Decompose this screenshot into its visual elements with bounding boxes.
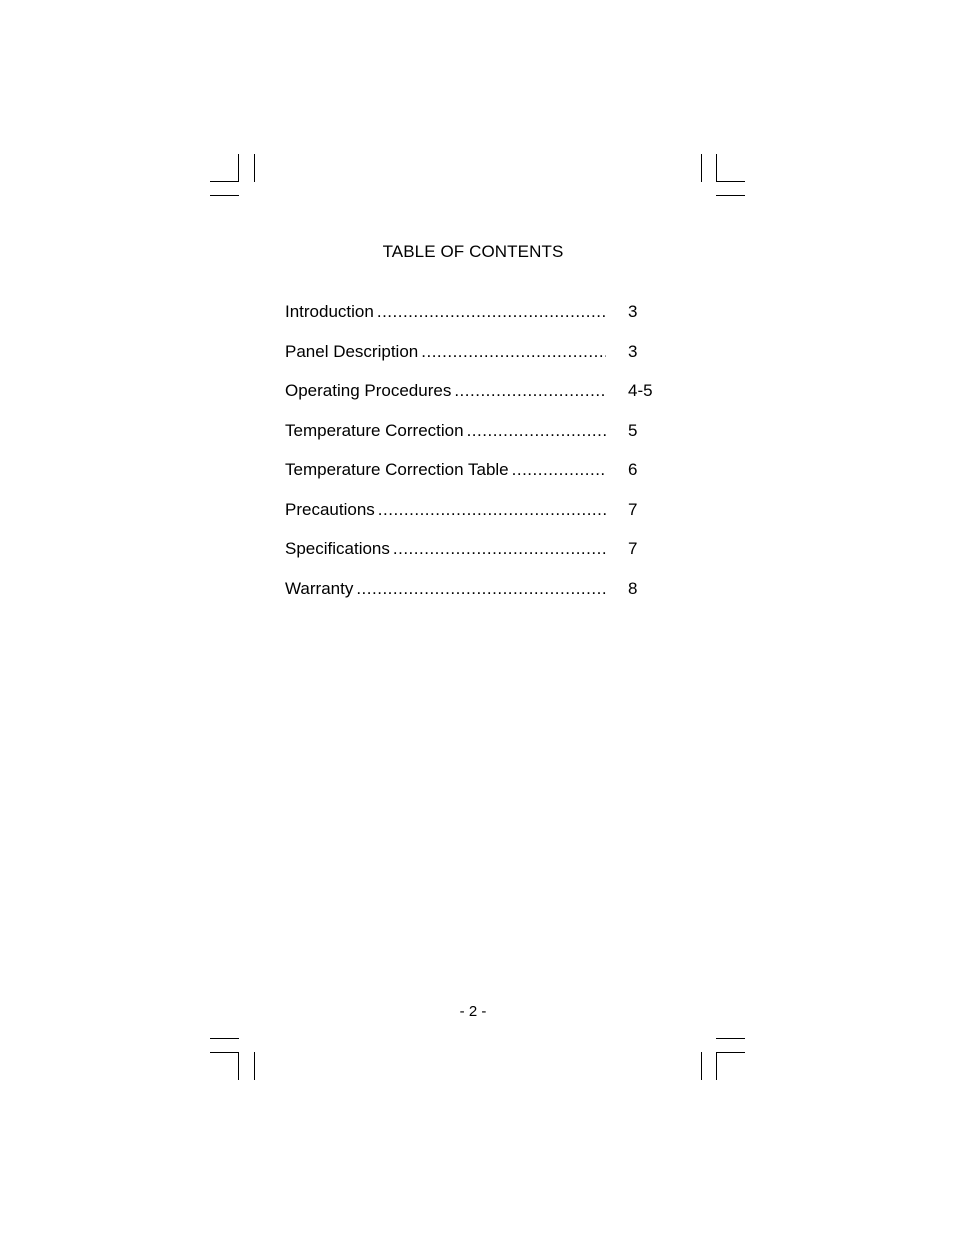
crop-mark-bottom-left-vertical xyxy=(238,1052,239,1080)
toc-entry-page: 3 xyxy=(628,302,638,321)
toc-entry-page: 4-5 xyxy=(628,381,653,400)
toc-entry-text xyxy=(285,300,606,324)
crop-mark-bottom-left-horizontal xyxy=(210,1052,239,1053)
page-number: - 2 - xyxy=(459,1003,487,1020)
toc-dot-leader xyxy=(467,419,606,443)
crop-mark-top-left-horizontal-outer xyxy=(210,195,239,196)
crop-mark-top-right-vertical xyxy=(716,154,717,182)
toc-dot-leader xyxy=(377,300,606,324)
toc-entry-text xyxy=(285,419,606,443)
toc-entry-label: Warranty xyxy=(285,577,356,601)
toc-entry-text xyxy=(285,458,606,482)
toc-entry-page: 7 xyxy=(628,499,638,519)
toc-entry-operating-procedures[interactable] xyxy=(285,379,665,419)
toc-entry-panel-description[interactable] xyxy=(285,340,665,380)
crop-mark-bottom-right-vertical xyxy=(716,1052,717,1080)
toc-title: TABLE OF CONTENTS xyxy=(382,242,564,261)
crop-mark-bottom-right-horizontal-outer xyxy=(716,1038,745,1039)
toc-entry-text xyxy=(285,537,606,561)
toc-dot-leader xyxy=(421,340,606,364)
crop-mark-bottom-left-horizontal-outer xyxy=(210,1038,239,1039)
toc-entry-label: Temperature Correction xyxy=(285,419,467,443)
toc-dot-leader xyxy=(378,498,606,522)
crop-mark-bottom-right-vertical-outer xyxy=(701,1052,702,1080)
crop-mark-top-left-horizontal xyxy=(210,181,239,182)
crop-mark-bottom-right-horizontal xyxy=(716,1052,745,1053)
crop-mark-top-right-horizontal-outer xyxy=(716,195,745,196)
toc-entry-warranty[interactable] xyxy=(285,577,665,617)
toc-entry-page: 7 xyxy=(628,539,638,558)
toc-entry-specifications[interactable] xyxy=(285,537,665,577)
crop-mark-bottom-left-vertical-outer xyxy=(254,1052,255,1080)
toc-entry-text xyxy=(285,498,606,522)
toc-entry-label: Precautions xyxy=(285,498,378,522)
toc-entry-page: 3 xyxy=(628,341,638,361)
toc-entry-introduction[interactable] xyxy=(285,300,665,340)
crop-mark-top-left-vertical-outer xyxy=(254,154,255,182)
toc-entry-label: Specifications xyxy=(285,537,393,561)
toc-entry-page: 5 xyxy=(628,420,638,440)
toc-entry-text xyxy=(285,340,606,364)
toc-entry-temperature-correction[interactable] xyxy=(285,419,665,459)
toc-dot-leader xyxy=(393,537,606,561)
crop-mark-top-right-horizontal xyxy=(716,181,745,182)
toc-entry-label: Temperature Correction Table xyxy=(285,458,512,482)
toc-entry-label: Introduction xyxy=(285,300,377,324)
toc-entry-page: 8 xyxy=(628,578,638,598)
toc-entry-page: 6 xyxy=(628,460,638,479)
toc-dot-leader xyxy=(454,379,606,403)
toc-entry-precautions[interactable] xyxy=(285,498,665,538)
toc-entry-temperature-correction-table[interactable] xyxy=(285,458,665,498)
crop-mark-top-right-vertical-outer xyxy=(701,154,702,182)
toc-entry-label: Panel Description xyxy=(285,340,421,364)
toc-entry-label: Operating Procedures xyxy=(285,379,454,403)
toc-dot-leader xyxy=(356,577,606,601)
toc-entry-text xyxy=(285,577,606,601)
crop-mark-top-left-vertical xyxy=(238,154,239,182)
toc-entry-text xyxy=(285,379,606,403)
toc-dot-leader xyxy=(512,458,606,482)
toc-list xyxy=(285,300,665,616)
